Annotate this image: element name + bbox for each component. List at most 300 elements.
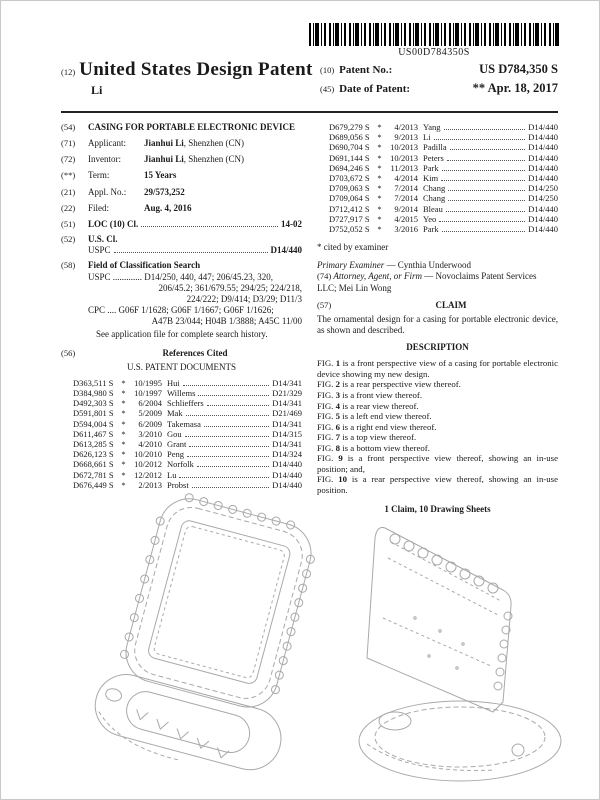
cited-star: * bbox=[121, 377, 126, 388]
field-number: (52) bbox=[61, 234, 76, 245]
dotted-leader bbox=[186, 415, 270, 416]
patent-class: D14/341 bbox=[272, 438, 302, 449]
uspc-search-lines bbox=[88, 272, 302, 305]
patent-date: 10/1997 bbox=[134, 388, 162, 398]
date-prefix-stars: ** bbox=[472, 81, 486, 95]
patentee-name: Norfolk bbox=[167, 459, 194, 470]
dotted-leader bbox=[441, 180, 525, 181]
dotted-leader bbox=[189, 446, 269, 447]
patent-number: D363,511 S bbox=[73, 377, 114, 388]
field-number: (22) bbox=[61, 202, 76, 213]
patent-number: D626,123 S bbox=[73, 449, 114, 460]
figure-description-line bbox=[317, 358, 558, 379]
reference-row bbox=[61, 459, 302, 469]
reference-row bbox=[61, 419, 302, 429]
patent-number: D712,412 S bbox=[329, 203, 370, 214]
references-cited-title: References Cited bbox=[162, 347, 228, 358]
fig-number: 10 bbox=[338, 474, 348, 485]
dotted-leader bbox=[446, 211, 525, 212]
reference-row bbox=[317, 142, 558, 152]
classification-line: 206/45.2; 361/679.55; 294/25; 224/218, bbox=[158, 282, 302, 293]
cited-star: * bbox=[121, 418, 126, 429]
us-patent-documents-heading: U.S. PATENT DOCUMENTS bbox=[126, 361, 237, 372]
patent-date: 4/2010 bbox=[138, 438, 162, 449]
dotted-leader bbox=[442, 231, 526, 232]
classification-line: A47B 23/044; H04B 1/3888; A45C 11/00 bbox=[151, 316, 302, 327]
fig-text: is a left end view thereof. bbox=[342, 411, 432, 422]
field-number: (51) bbox=[61, 218, 76, 229]
fig-label: FIG. bbox=[317, 421, 334, 432]
patent-class: D14/440 bbox=[528, 213, 558, 224]
cited-star: * bbox=[121, 398, 126, 409]
dotted-leader bbox=[450, 149, 526, 150]
field-22-filed bbox=[61, 203, 302, 214]
cited-star: * bbox=[377, 203, 382, 214]
fig-number: 3 bbox=[335, 389, 340, 400]
examiner-label: Primary Examiner bbox=[317, 260, 385, 271]
cited-star: * bbox=[121, 428, 126, 439]
left-column bbox=[61, 122, 302, 502]
cited-star: * bbox=[377, 172, 382, 183]
patent-number: D668,661 S bbox=[73, 459, 114, 470]
patentee-name: Grant bbox=[167, 438, 187, 449]
fig-text: is a bottom view thereof. bbox=[342, 442, 430, 453]
figure-description-line bbox=[317, 390, 558, 401]
claim-heading-row bbox=[317, 300, 558, 311]
fig-text: is a front view thereof. bbox=[342, 389, 423, 400]
patent-date: 11/2013 bbox=[390, 162, 418, 173]
classification-line: 224/222; D9/414; D3/29; D11/3 bbox=[186, 293, 302, 304]
applicant-location: , Shenzhen (CN) bbox=[183, 138, 245, 149]
patent-class: D14/440 bbox=[528, 152, 558, 163]
patent-class: D14/324 bbox=[272, 449, 302, 460]
figure-descriptions bbox=[317, 358, 558, 495]
em-dash: — bbox=[424, 271, 434, 282]
patentee-name: Padilla bbox=[423, 142, 447, 153]
reference-list-left bbox=[61, 378, 302, 490]
patentee-name: Yeo bbox=[423, 213, 437, 224]
fig-text: is a front perspective view of a casing for portable electronic device showing my new design. bbox=[317, 358, 559, 379]
cited-star: * bbox=[121, 408, 126, 419]
field-number: (58) bbox=[61, 260, 76, 271]
date-value: Apr. 18, 2017 bbox=[487, 81, 558, 95]
patentee-name: Bleau bbox=[423, 203, 443, 214]
figure-description-line bbox=[317, 443, 558, 454]
reference-row bbox=[61, 480, 302, 490]
casing-base bbox=[88, 668, 288, 777]
cited-star: * bbox=[377, 132, 382, 143]
reference-list-right bbox=[317, 122, 558, 234]
field-54-title bbox=[61, 122, 302, 133]
cited-star: * bbox=[377, 223, 382, 234]
handle-teeth bbox=[130, 709, 233, 759]
right-column bbox=[317, 122, 559, 515]
patent-number: D611,467 S bbox=[73, 428, 114, 439]
patentee-name: Mak bbox=[167, 408, 183, 419]
patent-date: 4/2013 bbox=[394, 122, 418, 132]
fig-number: 7 bbox=[335, 432, 340, 443]
cited-star: * bbox=[121, 438, 126, 449]
drawing-sheet bbox=[61, 498, 558, 793]
patent-number: D689,056 S bbox=[329, 132, 370, 143]
applicant-name: Jianhui Li bbox=[144, 138, 184, 149]
fig-number: 4 bbox=[335, 400, 340, 411]
field-number: (57) bbox=[317, 299, 332, 310]
header-left bbox=[61, 59, 313, 100]
patent-number: D679,279 S bbox=[329, 122, 370, 132]
fig-text: is a top view thereof. bbox=[342, 432, 417, 443]
header-right bbox=[320, 59, 558, 100]
em-dash: — bbox=[386, 260, 396, 271]
classification-line: CPC .... G06F 1/1628; G06F 1/1667; G06F 1/1626; bbox=[88, 305, 274, 316]
field-51-loc bbox=[61, 219, 302, 232]
patentee-name: Probst bbox=[167, 479, 189, 490]
patent-number: D591,801 S bbox=[73, 408, 114, 419]
fig-label: FIG. bbox=[317, 379, 334, 390]
casing-screen-opening bbox=[147, 519, 292, 685]
patent-number: D694,246 S bbox=[329, 162, 370, 173]
base-cutout bbox=[379, 712, 411, 730]
patent-number: D672,781 S bbox=[73, 469, 114, 480]
fig-text: is a rear perspective view thereof. bbox=[342, 379, 461, 390]
patent-class: D14/315 bbox=[272, 428, 302, 439]
kind-code-number: (12) bbox=[61, 67, 76, 77]
patent-class: D14/250 bbox=[528, 183, 558, 194]
figure-description-line bbox=[317, 401, 558, 412]
inventor-name: Jianhui Li bbox=[144, 154, 184, 165]
handle-cutout bbox=[122, 687, 254, 756]
patent-number: D676,449 S bbox=[73, 479, 114, 490]
attorney-line bbox=[317, 271, 558, 293]
patent-class: D14/440 bbox=[528, 223, 558, 234]
fig-text: is a rear view thereof. bbox=[342, 400, 419, 411]
filed-label: Filed: bbox=[88, 202, 110, 213]
fig-label: FIG. bbox=[317, 442, 334, 453]
attorney-name: Novoclaims Patent Services LLC; Mei Lin Wong bbox=[317, 271, 537, 293]
patentee-name: Hui bbox=[167, 377, 180, 388]
cited-star: * bbox=[377, 152, 382, 163]
term-value: 15 Years bbox=[144, 170, 177, 181]
fig-label: FIG. bbox=[317, 474, 334, 485]
attorney-label: Attorney, Agent, or Firm bbox=[333, 271, 422, 282]
field-number: (71) bbox=[61, 138, 76, 149]
reference-row bbox=[61, 388, 302, 398]
patent-number: D709,063 S bbox=[329, 183, 370, 194]
patent-class: D14/440 bbox=[272, 469, 302, 480]
edge-scallops bbox=[120, 487, 323, 699]
inventor-label: Inventor: bbox=[88, 154, 121, 165]
barcode bbox=[309, 23, 559, 58]
description-heading: DESCRIPTION bbox=[406, 342, 469, 353]
casing-outer-frame bbox=[119, 492, 317, 714]
examiner-name: Cynthia Underwood bbox=[397, 260, 471, 271]
applicant-label: Applicant: bbox=[88, 138, 126, 149]
fig-number: 5 bbox=[335, 411, 340, 422]
patent-date: 7/2014 bbox=[394, 193, 418, 204]
patentee-name: Chang bbox=[423, 193, 446, 204]
dotted-leader bbox=[114, 252, 268, 253]
claim-text: The ornamental design for a casing for portable electronic device, as shown and described. bbox=[317, 313, 558, 335]
barcode-text: US00D784350S bbox=[398, 47, 470, 58]
patent-number: D703,672 S bbox=[329, 172, 370, 183]
dotted-leader bbox=[198, 395, 269, 396]
patent-date-label: Date of Patent: bbox=[339, 83, 411, 95]
patent-date: 6/2004 bbox=[138, 398, 162, 409]
patent-class: D14/440 bbox=[528, 203, 558, 214]
reference-row bbox=[317, 132, 558, 142]
cpc-search-lines bbox=[88, 305, 302, 327]
patentee-name: Willems bbox=[167, 388, 196, 398]
cited-by-examiner-note: * cited by examiner bbox=[317, 242, 389, 253]
fig-label: FIG. bbox=[317, 453, 334, 464]
patent-date: 12/2012 bbox=[134, 469, 162, 480]
cited-star: * bbox=[377, 213, 382, 224]
reference-row bbox=[317, 193, 558, 203]
patent-number-label: Patent No.: bbox=[339, 64, 393, 76]
cited-star: * bbox=[377, 162, 382, 173]
patentee-name: Yang bbox=[423, 122, 441, 132]
patent-date: 9/2013 bbox=[394, 132, 418, 143]
cited-star: * bbox=[121, 479, 126, 490]
patent-number: D384,980 S bbox=[73, 388, 114, 398]
patentee-name: Li bbox=[423, 132, 431, 143]
dotted-leader bbox=[192, 487, 270, 488]
patent-date-value bbox=[473, 81, 558, 96]
field-number: (10) bbox=[320, 65, 335, 75]
reference-row bbox=[317, 183, 558, 193]
cited-star: * bbox=[377, 183, 382, 194]
invention-title: CASING FOR PORTABLE ELECTRONIC DEVICE bbox=[88, 122, 296, 132]
claims-sheets-footer: 1 Claim, 10 Drawing Sheets bbox=[384, 504, 491, 515]
dotted-leader bbox=[444, 129, 526, 130]
patent-number: D690,704 S bbox=[329, 142, 370, 153]
patentee-name: Park bbox=[423, 223, 439, 234]
patent-number: D594,004 S bbox=[73, 418, 114, 429]
edge-scallops bbox=[390, 534, 512, 690]
field-number: (**) bbox=[61, 170, 76, 181]
cited-star: * bbox=[377, 142, 382, 153]
fig-label: FIG. bbox=[317, 411, 334, 422]
claim-heading: CLAIM bbox=[435, 299, 467, 310]
patentee-name: Peters bbox=[423, 152, 444, 163]
figure-description-line bbox=[317, 411, 558, 422]
figure-description-line bbox=[317, 432, 558, 443]
cited-star: * bbox=[121, 388, 126, 398]
patent-date: 7/2014 bbox=[394, 183, 418, 194]
fig-number: 9 bbox=[338, 453, 343, 464]
patent-class: D14/341 bbox=[272, 377, 302, 388]
dotted-leader bbox=[447, 160, 525, 161]
patent-date: 10/2010 bbox=[134, 449, 162, 460]
patent-class: D14/440 bbox=[528, 172, 558, 183]
dotted-leader bbox=[197, 466, 269, 467]
dotted-leader bbox=[448, 200, 525, 201]
fig-text: is a right end view thereof. bbox=[342, 421, 437, 432]
fig-number: 6 bbox=[335, 421, 340, 432]
patent-class: D14/341 bbox=[272, 418, 302, 429]
reference-row bbox=[317, 122, 558, 132]
reference-row bbox=[317, 153, 558, 163]
two-column-body bbox=[61, 122, 559, 515]
patent-number: D709,064 S bbox=[329, 193, 370, 204]
dotted-leader bbox=[183, 385, 270, 386]
reference-row bbox=[61, 408, 302, 418]
fig-number: 2 bbox=[335, 379, 340, 390]
patent-class: D14/250 bbox=[528, 193, 558, 204]
cited-star: * bbox=[377, 193, 382, 204]
reference-row bbox=[317, 173, 558, 183]
patent-class: D14/440 bbox=[528, 132, 558, 143]
drawing-rear-perspective bbox=[345, 498, 580, 798]
cited-star: * bbox=[121, 459, 126, 470]
dotted-leader bbox=[185, 436, 270, 437]
patent-number-value: US D784,350 S bbox=[479, 62, 558, 76]
patent-class: D14/440 bbox=[528, 142, 558, 153]
loc-class-value: 14-02 bbox=[281, 218, 302, 229]
field-number: (74) bbox=[317, 271, 332, 282]
classification-line: USPC ............. D14/250, 440, 447; 206/45.23, 320, bbox=[88, 271, 274, 282]
fig-number: 1 bbox=[335, 358, 341, 369]
patent-class: D14/440 bbox=[528, 122, 558, 132]
patentee-name: Kim bbox=[423, 172, 439, 183]
inventor-location: , Shenzhen (CN) bbox=[183, 154, 245, 165]
patent-number: D691,144 S bbox=[329, 152, 370, 163]
patent-class: D21/469 bbox=[272, 408, 302, 419]
patent-date: 3/2010 bbox=[138, 428, 162, 439]
dotted-leader bbox=[187, 456, 269, 457]
patent-date: 6/2009 bbox=[138, 418, 162, 429]
field-number: (45) bbox=[320, 84, 335, 94]
patentee-name: Lu bbox=[167, 469, 177, 480]
fig-label: FIG. bbox=[317, 389, 334, 400]
patent-date: 2/2013 bbox=[138, 479, 162, 490]
dotted-leader bbox=[141, 226, 278, 227]
figure-description-line bbox=[317, 422, 558, 433]
us-cl-label: U.S. Cl. bbox=[88, 234, 118, 245]
patentee-name: Chang bbox=[423, 183, 446, 194]
dotted-leader bbox=[434, 139, 526, 140]
header-divider bbox=[61, 111, 558, 113]
fig-text: is a front perspective view thereof, showing an in-use position; and, bbox=[317, 453, 559, 474]
patent-date: 10/2013 bbox=[390, 152, 418, 163]
patent-date: 10/1995 bbox=[134, 377, 162, 388]
field-search-label: Field of Classification Search bbox=[88, 260, 201, 271]
fig-label: FIG. bbox=[317, 358, 334, 369]
cited-star: * bbox=[121, 469, 126, 480]
reference-row bbox=[317, 163, 558, 173]
patent-date: 5/2009 bbox=[138, 408, 162, 419]
figure-description-line bbox=[317, 453, 558, 474]
uspc-value: D14/440 bbox=[270, 245, 302, 256]
field-72-inventor bbox=[61, 154, 302, 165]
patent-number: D727,917 S bbox=[329, 213, 370, 224]
patentee-name: Schlieffers bbox=[167, 398, 204, 409]
dotted-leader bbox=[439, 221, 525, 222]
fig-label: FIG. bbox=[317, 400, 334, 411]
cited-star: * bbox=[377, 122, 382, 132]
fig-label: FIG. bbox=[317, 432, 334, 443]
patent-class: D14/440 bbox=[272, 479, 302, 490]
inventor-surname: Li bbox=[91, 83, 103, 97]
term-label: Term: bbox=[88, 170, 110, 181]
patent-date-row bbox=[320, 81, 558, 96]
field-71-applicant bbox=[61, 138, 302, 149]
fig-number: 8 bbox=[335, 442, 340, 453]
patent-date: 3/2016 bbox=[394, 223, 418, 234]
patent-date: 4/2015 bbox=[394, 213, 418, 224]
cited-star: * bbox=[121, 449, 126, 460]
field-term bbox=[61, 170, 302, 181]
loc-class-label: LOC (10) Cl. bbox=[88, 218, 139, 229]
field-58-search bbox=[61, 260, 302, 344]
search-history-note: See application file for complete search history. bbox=[96, 329, 268, 340]
patent-number-row bbox=[320, 62, 558, 77]
reference-row bbox=[61, 378, 302, 388]
patentee-name: Takemasa bbox=[167, 418, 201, 429]
reference-row bbox=[61, 470, 302, 480]
patent-date: 9/2014 bbox=[394, 203, 418, 214]
field-number: (21) bbox=[61, 186, 76, 197]
reference-row bbox=[61, 398, 302, 408]
reference-row bbox=[317, 204, 558, 214]
patent-date: 4/2014 bbox=[394, 172, 418, 183]
appl-no-label: Appl. No.: bbox=[88, 186, 127, 197]
drawing-front-perspective bbox=[89, 498, 329, 793]
field-52-us-cl bbox=[61, 234, 302, 258]
barcode-bars-icon bbox=[309, 23, 559, 46]
figure-description-line bbox=[317, 379, 558, 390]
dotted-leader bbox=[207, 405, 270, 406]
primary-examiner-line bbox=[317, 260, 558, 271]
dotted-leader bbox=[179, 477, 269, 478]
patent-number: D752,052 S bbox=[329, 223, 370, 234]
field-number: (72) bbox=[61, 154, 76, 165]
appl-no-value: 29/573,252 bbox=[144, 186, 185, 197]
dotted-leader bbox=[442, 170, 526, 171]
fig-text: is a rear perspective view thereof, showing an in-use position. bbox=[317, 474, 559, 495]
uspc-label: USPC bbox=[88, 245, 111, 256]
patent-class: D14/341 bbox=[272, 398, 302, 409]
reference-row bbox=[317, 224, 558, 234]
field-number: (54) bbox=[61, 122, 76, 132]
patent-class: D14/440 bbox=[528, 162, 558, 173]
reference-row bbox=[61, 439, 302, 449]
patent-number: D492,303 S bbox=[73, 398, 114, 409]
patent-class: D21/329 bbox=[272, 388, 302, 398]
dotted-leader bbox=[204, 426, 269, 427]
field-21-appl-no bbox=[61, 187, 302, 198]
patentee-name: Park bbox=[423, 162, 439, 173]
field-number: (56) bbox=[61, 347, 76, 358]
reference-row bbox=[61, 449, 302, 459]
reference-row bbox=[317, 214, 558, 224]
document-title: United States Design Patent bbox=[79, 59, 313, 80]
header bbox=[61, 59, 558, 100]
patent-class: D14/440 bbox=[272, 459, 302, 470]
reference-row bbox=[61, 429, 302, 439]
base-button bbox=[104, 687, 123, 703]
patentee-name: Peng bbox=[167, 449, 184, 460]
filed-value: Aug. 4, 2016 bbox=[144, 202, 192, 213]
figure-description-line bbox=[317, 474, 558, 495]
patent-date: 10/2012 bbox=[134, 459, 162, 470]
dotted-leader bbox=[448, 190, 525, 191]
patent-date: 10/2013 bbox=[390, 142, 418, 153]
references-cited-heading bbox=[61, 348, 302, 359]
patentee-name: Gou bbox=[167, 428, 182, 439]
patent-number: D613,285 S bbox=[73, 438, 114, 449]
base-knob bbox=[512, 744, 524, 756]
